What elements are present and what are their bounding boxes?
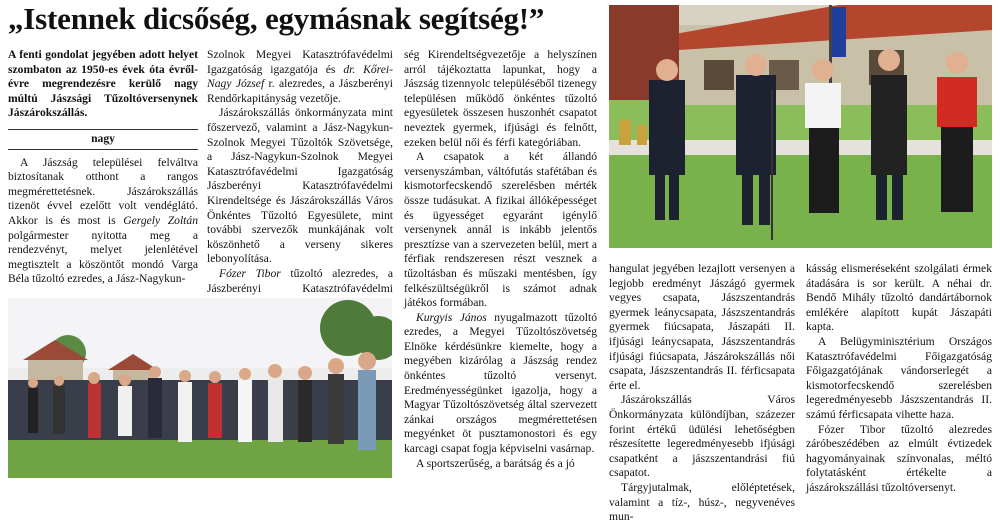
col2-paragraph-1: Szolnok Megyei Katasztrófavédelmi Igazgatóság igazgatója és dr. Kőrei-Nagy József r. alezredes, a Jászberényi Rendőrkapitányság vezetője.: [207, 48, 393, 105]
column-2: [207, 48, 393, 311]
column-5: [806, 262, 992, 496]
ceremony-photo: [609, 5, 992, 248]
column-4: [609, 262, 795, 525]
col4-paragraph-2: Jászárokszállás Város Önkormányzata különdíjban, százezer forint értékű üdülési lehetőségben részesítette legeredményesebb ifjúsági csapatként a jászszentandrási fiú csapatot.: [609, 393, 795, 480]
col2-paragraph-2: Jászárokszállás önkormányzata mint főszervező, valamint a Jász-Nagykun-Szolnok Megyei Tűzoltók Szövetsége, a Jász-Nagykun-Szolnok Megyei Katasztrófavédelmi Igazgatóság Jászberényi Katasztrófavédelmi Kirendeltsége és Jászárokszállás Város Önkéntes Tűzoltó Egyesülete, mint további szervezők munkájának volt köszönhető a verseny sikeres lebonyolítása.: [207, 106, 393, 266]
col1-paragraph: A Jászság települései felváltva biztosítanak otthont a rangos megmérettetésnek. Jászárokszállás tizenöt évvel ezelőtt volt vendéglátó. Akkor is és most is Gergely Zoltán polgármester nyitotta meg a rendezvényt, melyet jelenlétével megtisztelt a köszöntőt mondó Varga Béla tűzoltó ezredes, a Jász-Nagykun-: [8, 155, 198, 286]
col3-paragraph-1: ség Kirendeltségvezetője a helyszínen arról tájékoztatta lapunkat, hogy a Jászság tizennyolc településéből tizenegy településen működő önkéntes tűzoltó egyesületek összesen huszonhét csapatot neveztek gyermek, ifjúsági és felnőtt, ezeken belül női és férfi kategóriában.: [404, 48, 597, 149]
col5-paragraph-1: kásság elismeréseként szolgálati érmek átadására is sor került. A néhai dr. Bendő Mihály tűzoltó dandártábornok emlékére alapított kupát Jászapáti kapta.: [806, 262, 992, 334]
col2-paragraph-3: Fózer Tibor tűzoltó alezredes, a Jászberényi Katasztrófavédelmi: [207, 266, 393, 295]
col5-paragraph-3: Fózer Tibor tűzoltó alezredes záróbeszédében az elmúlt évtizedek hagyományainak színvonalas, méltó folytatásként értékelte a jászárokszállási tűzoltóversenyt.: [806, 422, 992, 494]
col3-paragraph-3: Kurgyis János nyugalmazott tűzoltó ezredes, a Megyei Tűzoltószövetség Elnöke kérdésünkre kiemelte, hogy a megyében kizárólag a Jászság rendez önkéntes tűzoltó versenyt. Eredményességünket igazolja, hogy a Magyar Tűzoltószövetség által szervezett zánkai országos megmérettetésen megyénket öt pusztamonostori és egy karcagi csapat fogja képviselni vasárnap.: [404, 310, 598, 456]
col3-paragraph-4: A sportszerűség, a barátság és a jó: [416, 456, 575, 470]
col4-paragraph-1: hangulat jegyében lezajlott versenyen a legjobb eredményt Jászágó gyermek vegyes csapata, Jászszentandrás gyermek leánycsapata, Jászszentandrás gyermek fiúcsapata, Jászapáti II. ifjúsági leánycsapata, Jászszentandrás ifjúsági fiúcsapata, Jászárokszállás női csapata, Jászszentandrás II. férficsapata érte el.: [609, 262, 795, 392]
col4-paragraph-3: Tárgyjutalmak, előléptetések, valamint a tíz-, húsz-, negyvenéves mun-: [609, 480, 795, 524]
col3-paragraph-2: A csapatok a két állandó versenyszámban, váltófutás stafétában és kismotorfecskendő szerelésben mérték össze tudásukat. A fizikai állóképességet és ügyességet egyaránt igénylő versenynek annál is inkább jelentős presztízse van a szervezeten belül, mert a férfiak rendszeresen részt vesznek a tűzoltásban és műszaki mentésben, így felkészültségükről is számot adnak játékos formában.: [404, 150, 597, 310]
headline: „Istennek dicsőség, egymásnak segítség!”: [8, 1, 545, 36]
col5-paragraph-2: A Belügyminisztérium Országos Katasztrófavédelmi Főigazgatóság Főigazgatójának vándorserlegét a kismotorfecskendő szerelésben legeredményesebb Jászszentandrás II. számú férficsapata vihette haza.: [806, 334, 992, 421]
crowd-photo: [8, 298, 392, 478]
column-1: [8, 48, 198, 287]
lead-text: A fenti gondolat jegyében adott helyet szombaton az 1950-es évek óta évről-évre megrendezésre kerülő nagy múltú Jászsági Tűzoltóversenynek Jászárokszállás.: [8, 48, 198, 120]
author-byline: nagy: [8, 129, 198, 150]
column-3: [404, 48, 597, 471]
lead-paragraph: [8, 48, 198, 121]
